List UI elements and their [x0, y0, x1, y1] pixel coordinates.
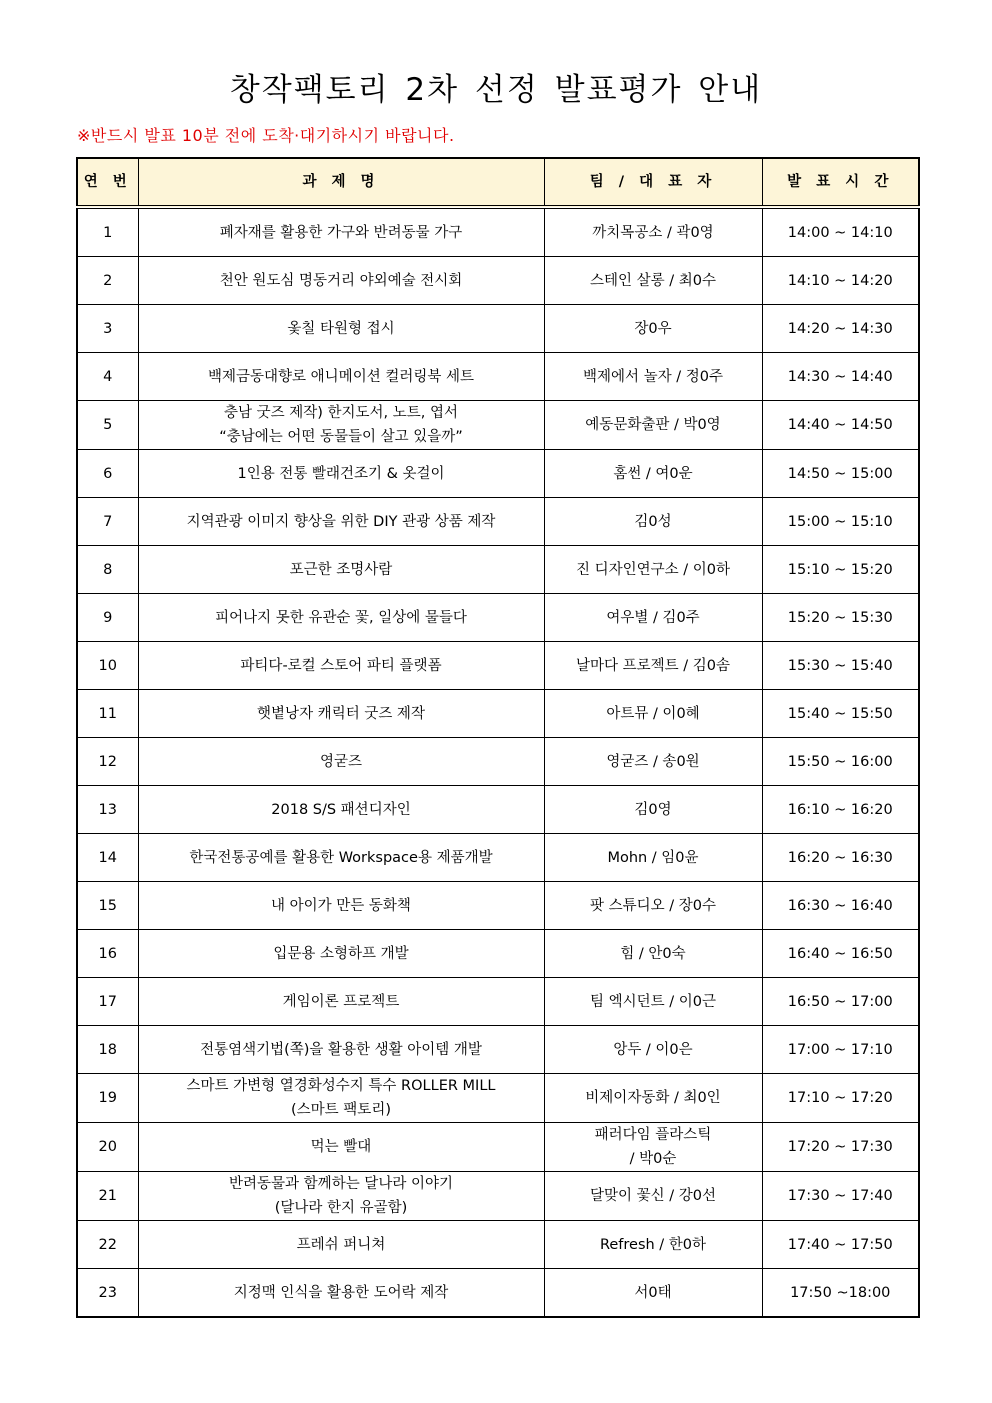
cell-time: 15:00 ~ 15:10 — [762, 498, 919, 546]
cell-project-line: 스마트 가변형 열경화성수지 특수 ROLLER MILL — [186, 1078, 496, 1094]
presentation-schedule-table — [76, 157, 920, 1318]
cell-project-line: (달나라 한지 유골함) — [274, 1200, 408, 1216]
cell-project-line: 천안 원도심 명동거리 야외예술 전시회 — [219, 272, 463, 289]
cell-time: 16:40 ~ 16:50 — [762, 930, 919, 978]
cell-team — [544, 738, 762, 786]
cell-team-line: 패러다임 플라스틱 — [594, 1127, 712, 1143]
cell-project — [138, 498, 544, 546]
table-row — [77, 834, 919, 882]
cell-number: 12 — [77, 738, 138, 786]
cell-project-line: 피어나지 못한 유관순 꽃, 일상에 물들다 — [215, 609, 467, 626]
cell-project — [138, 1221, 544, 1269]
cell-time: 17:00 ~ 17:10 — [762, 1026, 919, 1074]
cell-number: 13 — [77, 786, 138, 834]
cell-number: 8 — [77, 546, 138, 594]
cell-project — [138, 1172, 544, 1221]
cell-team-line: 아트뮤 / 이0혜 — [606, 705, 700, 722]
cell-number: 20 — [77, 1123, 138, 1172]
cell-team — [544, 1074, 762, 1123]
cell-project — [138, 401, 544, 450]
cell-project — [138, 882, 544, 930]
cell-team — [544, 642, 762, 690]
table-row — [77, 450, 919, 498]
cell-team-line: 비제이자동화 / 최0인 — [585, 1090, 721, 1106]
header-time: 발 표 시 간 — [762, 158, 919, 207]
table-row — [77, 401, 919, 450]
cell-time: 14:50 ~ 15:00 — [762, 450, 919, 498]
table-row — [77, 1123, 919, 1172]
page-title: 창작팩토리 2차 선정 발표평가 안내 — [229, 72, 763, 108]
table-row — [77, 1221, 919, 1269]
table-row — [77, 690, 919, 738]
cell-project-line: 백제금동대향로 애니메이션 컬러링북 세트 — [208, 368, 474, 385]
cell-team — [544, 930, 762, 978]
cell-team — [544, 594, 762, 642]
cell-time: 16:30 ~ 16:40 — [762, 882, 919, 930]
table-row — [77, 305, 919, 353]
cell-number: 1 — [77, 207, 138, 257]
cell-project — [138, 305, 544, 353]
table-body — [77, 207, 919, 1317]
cell-number: 18 — [77, 1026, 138, 1074]
cell-number: 2 — [77, 257, 138, 305]
cell-project-line: 햇볕낭자 캐릭터 굿즈 제작 — [257, 705, 425, 722]
cell-number: 14 — [77, 834, 138, 882]
cell-team-line: 서0태 — [634, 1284, 672, 1301]
cell-time: 15:40 ~ 15:50 — [762, 690, 919, 738]
cell-number: 21 — [77, 1172, 138, 1221]
cell-project — [138, 353, 544, 401]
cell-number: 9 — [77, 594, 138, 642]
cell-project-line: 지정맥 인식을 활용한 도어락 제작 — [233, 1284, 449, 1301]
cell-project — [138, 1269, 544, 1318]
cell-time: 17:50 ~18:00 — [762, 1269, 919, 1318]
cell-time: 16:20 ~ 16:30 — [762, 834, 919, 882]
cell-project — [138, 690, 544, 738]
table-row — [77, 1172, 919, 1221]
header-number: 연 번 — [77, 158, 138, 207]
cell-team — [544, 1026, 762, 1074]
cell-project — [138, 786, 544, 834]
table-row — [77, 594, 919, 642]
cell-project-line: 충남 굿즈 제작) 한지도서, 노트, 엽서 — [223, 405, 459, 421]
table-row — [77, 1074, 919, 1123]
cell-number: 10 — [77, 642, 138, 690]
cell-time: 17:30 ~ 17:40 — [762, 1172, 919, 1221]
cell-team-line: 여우별 / 김0주 — [606, 609, 700, 626]
cell-team — [544, 1221, 762, 1269]
cell-team-line: 진 디자인연구소 / 이0하 — [575, 561, 730, 578]
cell-project — [138, 642, 544, 690]
cell-project — [138, 546, 544, 594]
cell-team-line: 팟 스튜디오 / 장0수 — [590, 897, 716, 914]
cell-number: 16 — [77, 930, 138, 978]
cell-team-line: 날마다 프로젝트 / 김0솜 — [575, 657, 730, 674]
cell-project — [138, 930, 544, 978]
table-row — [77, 642, 919, 690]
cell-project — [138, 1123, 544, 1172]
cell-project — [138, 834, 544, 882]
table-row — [77, 882, 919, 930]
cell-time: 17:10 ~ 17:20 — [762, 1074, 919, 1123]
cell-number: 23 — [77, 1269, 138, 1318]
cell-project-line: “충남에는 어떤 동물들이 살고 있을까” — [219, 429, 463, 445]
table-header-row — [77, 158, 919, 207]
cell-team — [544, 786, 762, 834]
cell-team — [544, 401, 762, 450]
cell-time: 15:30 ~ 15:40 — [762, 642, 919, 690]
table-row — [77, 353, 919, 401]
cell-team — [544, 1123, 762, 1172]
cell-time: 15:50 ~ 16:00 — [762, 738, 919, 786]
cell-project-line: 게임이론 프로젝트 — [282, 993, 400, 1010]
cell-project-line: 입문용 소형하프 개발 — [273, 945, 409, 962]
table-row — [77, 1026, 919, 1074]
header-team: 팀 / 대 표 자 — [544, 158, 762, 207]
cell-project-line: 지역관광 이미지 향상을 위한 DIY 관광 상품 제작 — [186, 513, 496, 530]
cell-project — [138, 450, 544, 498]
cell-project-line: 전통염색기법(쪽)을 활용한 생활 아이템 개발 — [200, 1041, 482, 1058]
cell-project-line: 영굳즈 — [319, 753, 363, 770]
cell-team — [544, 690, 762, 738]
cell-team — [544, 353, 762, 401]
cell-project-line: 프레쉬 퍼니쳐 — [296, 1236, 386, 1253]
cell-project — [138, 1074, 544, 1123]
cell-time: 14:30 ~ 14:40 — [762, 353, 919, 401]
cell-team-line: Refresh / 한0하 — [599, 1236, 707, 1253]
cell-team-line: 장0우 — [634, 320, 672, 337]
table-row — [77, 257, 919, 305]
cell-time: 14:00 ~ 14:10 — [762, 207, 919, 257]
cell-team — [544, 1269, 762, 1318]
table-row — [77, 207, 919, 257]
cell-team-line: 예동문화출판 / 박0영 — [585, 417, 721, 433]
cell-project — [138, 1026, 544, 1074]
cell-team-line: 까치목공소 / 곽0영 — [592, 224, 714, 241]
cell-number: 19 — [77, 1074, 138, 1123]
table-row — [77, 738, 919, 786]
cell-number: 22 — [77, 1221, 138, 1269]
cell-time: 16:10 ~ 16:20 — [762, 786, 919, 834]
cell-time: 17:20 ~ 17:30 — [762, 1123, 919, 1172]
cell-time: 14:20 ~ 14:30 — [762, 305, 919, 353]
cell-project — [138, 738, 544, 786]
cell-team-line: 영굳즈 / 송0원 — [606, 753, 700, 770]
cell-number: 7 — [77, 498, 138, 546]
cell-team-line: Mohn / 임0윤 — [607, 849, 699, 866]
cell-team — [544, 207, 762, 257]
cell-team — [544, 882, 762, 930]
cell-project — [138, 257, 544, 305]
cell-team — [544, 834, 762, 882]
cell-team-line: 백제에서 놀자 / 정0주 — [583, 368, 723, 385]
cell-time: 15:10 ~ 15:20 — [762, 546, 919, 594]
cell-team — [544, 498, 762, 546]
table-row — [77, 1269, 919, 1318]
cell-team-line: 김0성 — [634, 513, 672, 530]
cell-number: 15 — [77, 882, 138, 930]
cell-project-line: (스마트 팩토리) — [291, 1102, 391, 1118]
cell-time: 15:20 ~ 15:30 — [762, 594, 919, 642]
cell-project-line: 반려동물과 함께하는 달나라 이야기 — [229, 1176, 453, 1192]
cell-project-line: 2018 S/S 패션디자인 — [271, 801, 411, 818]
cell-team — [544, 978, 762, 1026]
cell-team — [544, 450, 762, 498]
cell-time: 14:40 ~ 14:50 — [762, 401, 919, 450]
cell-time: 17:40 ~ 17:50 — [762, 1221, 919, 1269]
cell-team — [544, 257, 762, 305]
cell-team-line: 팀 엑시던트 / 이0근 — [590, 993, 716, 1010]
cell-team — [544, 1172, 762, 1221]
cell-project — [138, 978, 544, 1026]
cell-project-line: 포근한 조명사람 — [289, 561, 393, 578]
cell-project-line: 먹는 빨대 — [310, 1139, 372, 1155]
cell-project-line: 한국전통공예를 활용한 Workspace용 제품개발 — [189, 849, 493, 866]
cell-team-line: 홈썬 / 여0운 — [613, 465, 693, 482]
table-row — [77, 498, 919, 546]
cell-number: 3 — [77, 305, 138, 353]
cell-number: 11 — [77, 690, 138, 738]
arrival-notice: ※반드시 발표 10분 전에 도착·대기하시기 바랍니다. — [77, 126, 455, 145]
cell-team-line: 달맞이 꽃신 / 강0선 — [590, 1188, 716, 1204]
cell-team-line: / 박0순 — [629, 1151, 677, 1167]
cell-number: 4 — [77, 353, 138, 401]
cell-project-line: 1인용 전통 빨래건조기 & 옷걸이 — [237, 465, 445, 482]
table-row — [77, 930, 919, 978]
table-row — [77, 546, 919, 594]
cell-team-line: 힘 / 안0숙 — [620, 945, 686, 962]
cell-time: 14:10 ~ 14:20 — [762, 257, 919, 305]
table-row — [77, 978, 919, 1026]
cell-project-line: 옻칠 타원형 접시 — [287, 320, 395, 337]
table-row — [77, 786, 919, 834]
cell-project-line: 폐자재를 활용한 가구와 반려동물 가구 — [219, 224, 463, 241]
cell-project-line: 파티다-로컬 스토어 파티 플랫폼 — [240, 657, 442, 674]
cell-project — [138, 594, 544, 642]
cell-team-line: 김0영 — [634, 801, 672, 818]
cell-number: 5 — [77, 401, 138, 450]
cell-team — [544, 546, 762, 594]
cell-project — [138, 207, 544, 257]
cell-time: 16:50 ~ 17:00 — [762, 978, 919, 1026]
cell-team — [544, 305, 762, 353]
cell-number: 6 — [77, 450, 138, 498]
cell-team-line: 스테인 살롱 / 최0수 — [590, 272, 716, 289]
cell-team-line: 앙두 / 이0은 — [613, 1041, 693, 1058]
cell-project-line: 내 아이가 만든 동화책 — [271, 897, 411, 914]
header-project: 과 제 명 — [138, 158, 544, 207]
cell-number: 17 — [77, 978, 138, 1026]
